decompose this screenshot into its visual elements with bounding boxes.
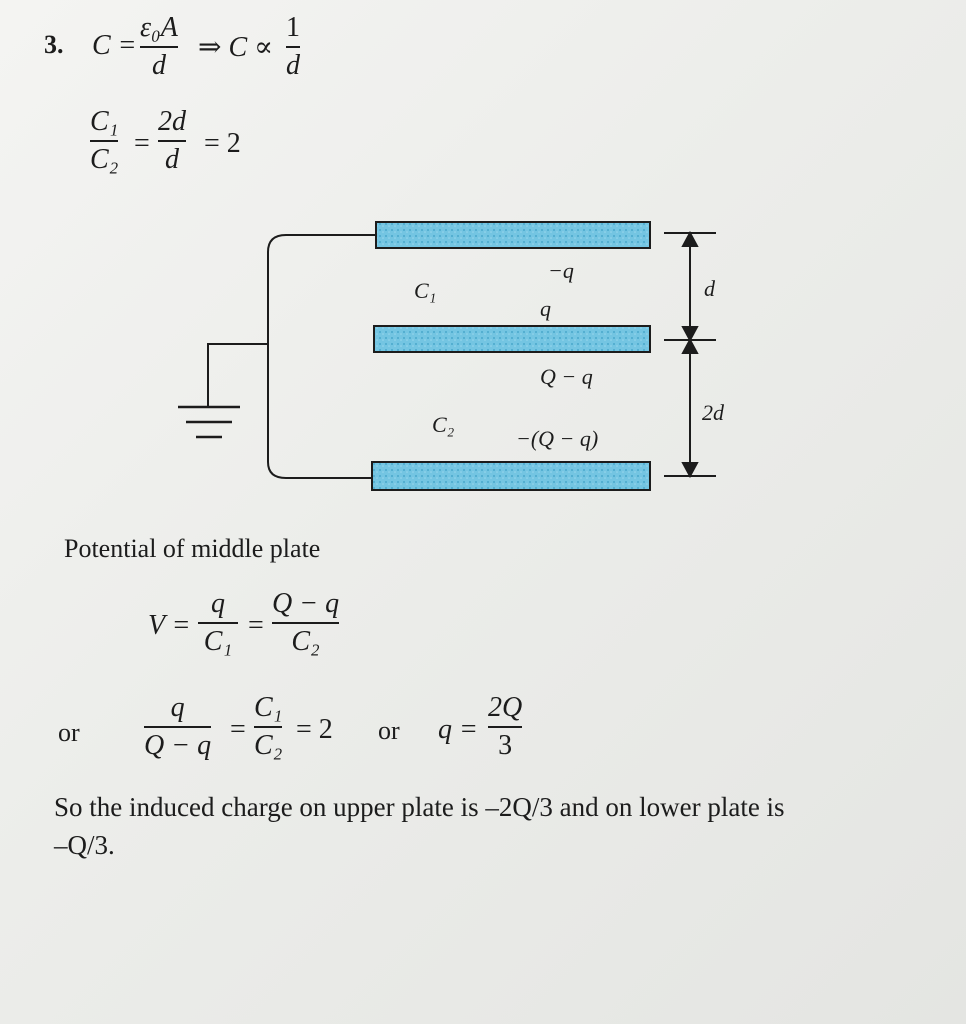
frac-bar bbox=[198, 622, 238, 624]
frac-numerator: C₁ bbox=[90, 106, 119, 137]
proportional-expression: ⇒ C ∝ bbox=[198, 32, 274, 63]
frac-numerator: 1 bbox=[286, 12, 300, 43]
frac-q-over-qminusq bbox=[144, 694, 211, 760]
frac-denominator: d bbox=[286, 50, 300, 81]
label-c2: C₂ bbox=[432, 412, 455, 437]
frac-numerator: C₁ bbox=[254, 692, 283, 723]
frac-denominator: d bbox=[151, 50, 166, 81]
frac-bar bbox=[272, 622, 339, 624]
frac-denominator: d bbox=[165, 144, 179, 175]
conclusion-line-1: So the induced charge on upper plate is –2Q/3 and on lower plate is bbox=[54, 792, 785, 822]
frac-q-over-c1 bbox=[198, 590, 238, 656]
q-lhs: q = bbox=[438, 714, 478, 745]
middle-plate bbox=[374, 326, 650, 352]
equals-sign: = bbox=[134, 128, 150, 159]
upper-plate bbox=[376, 222, 650, 248]
frac-denominator: C₂ bbox=[254, 730, 283, 761]
label-middle-bottom-charge: Q − q bbox=[540, 364, 593, 389]
frac-denominator: C₂ bbox=[90, 144, 119, 175]
dimension-markers bbox=[664, 233, 716, 476]
frac-numerator: q bbox=[211, 588, 225, 619]
lower-plate bbox=[372, 462, 650, 490]
label-c1: C₁ bbox=[414, 278, 437, 303]
ratio-result: = 2 bbox=[204, 128, 241, 159]
frac-denominator: 3 bbox=[498, 730, 513, 761]
frac-qminusq-over-c2 bbox=[272, 590, 339, 656]
frac-c1-over-c2 bbox=[254, 694, 282, 760]
frac-bar bbox=[488, 726, 522, 728]
ground-wire bbox=[208, 344, 268, 406]
ground-icon bbox=[178, 407, 240, 437]
frac-bar bbox=[144, 726, 211, 728]
or-word: or bbox=[378, 716, 400, 745]
label-gap-2d: 2d bbox=[702, 400, 724, 425]
frac-denominator: Q − q bbox=[144, 730, 212, 761]
frac-numerator: Q − q bbox=[272, 588, 340, 619]
frac-numerator: ε₀A bbox=[140, 12, 178, 43]
frac-bar bbox=[254, 726, 282, 728]
frac-2q-over-3 bbox=[488, 694, 522, 760]
label-lower-charge: −(Q − q) bbox=[516, 426, 599, 451]
equals-sign: = bbox=[248, 610, 264, 641]
frac-denominator: C₁ bbox=[203, 626, 233, 657]
problem-number: 3. bbox=[44, 30, 64, 59]
frac-numerator: q bbox=[170, 692, 185, 723]
label-gap-d: d bbox=[704, 276, 715, 301]
connecting-wire bbox=[268, 235, 376, 478]
or-word: or bbox=[58, 718, 80, 747]
frac-numerator: 2Q bbox=[488, 692, 523, 723]
equals-sign: = bbox=[230, 714, 246, 745]
ratio-result: = 2 bbox=[296, 714, 333, 745]
label-middle-top-charge: q bbox=[540, 296, 551, 321]
v-lhs: V = bbox=[148, 610, 191, 641]
frac-denominator: C₂ bbox=[291, 626, 320, 657]
solution-heading: Potential of middle plate bbox=[64, 534, 321, 563]
conclusion-line-2: –Q/3. bbox=[54, 830, 115, 860]
capacitance-lhs: C = bbox=[92, 30, 137, 61]
frac-numerator: 2d bbox=[158, 106, 186, 137]
label-upper-charge: −q bbox=[548, 258, 574, 283]
